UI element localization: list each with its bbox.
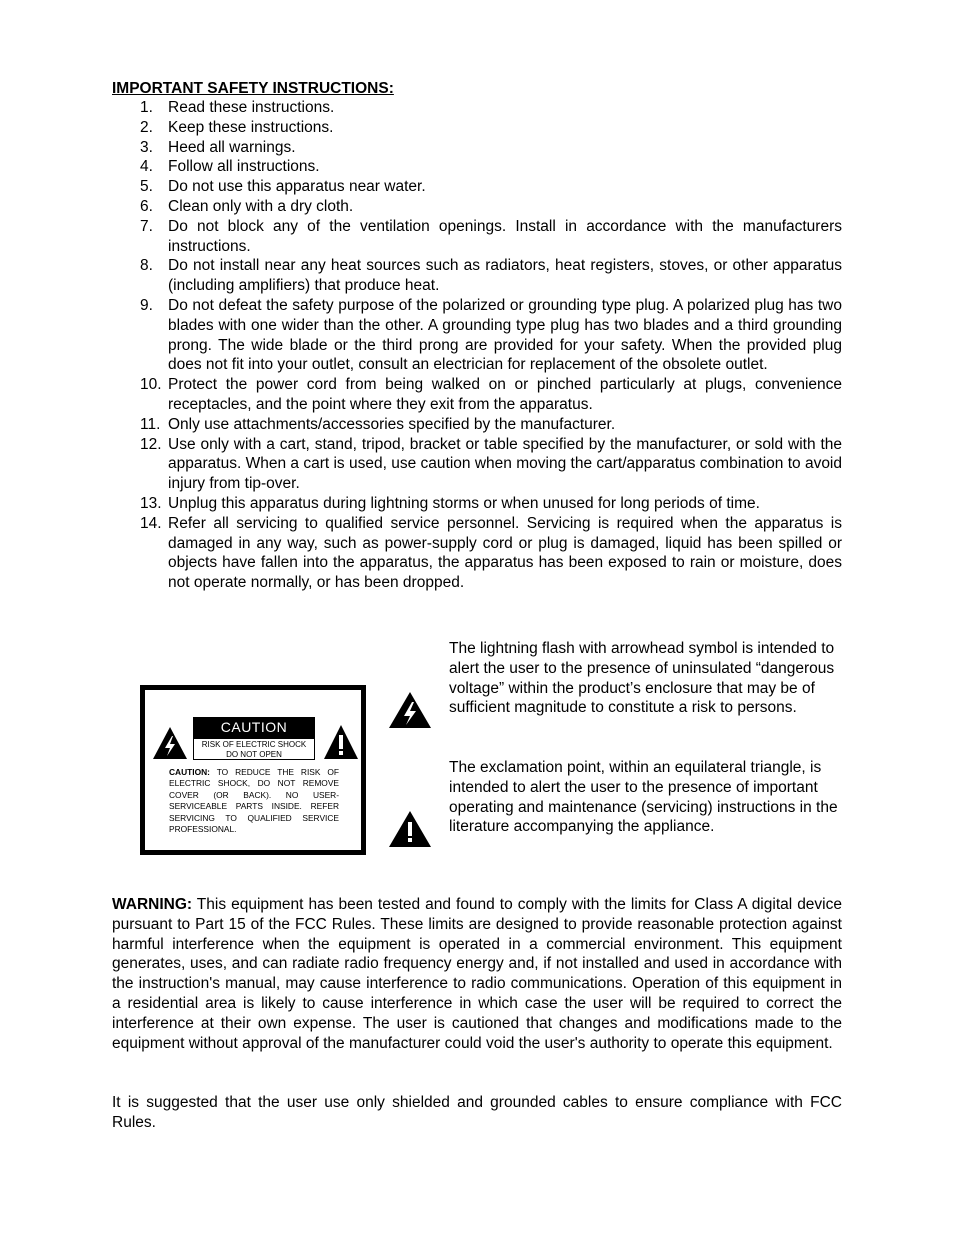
item-number: 12.	[140, 435, 162, 453]
item-number: 5.	[140, 178, 153, 196]
caution-body-text: TO REDUCE THE RISK OF ELECTRIC SHOCK, DO NOT REMOVE COVER (OR BACK). NO USER-SERVICEABLE PARTS INSIDE. REFER SERVICING TO QUALIFIED SERVICE PROFESSIONAL.	[169, 767, 339, 835]
item-number: 8.	[140, 257, 153, 275]
item-number: 13.	[140, 494, 162, 512]
item-number: 9.	[140, 296, 153, 314]
item-number: 14.	[140, 514, 162, 532]
item-number: 3.	[140, 138, 153, 156]
item-text: Heed all warnings.	[168, 138, 296, 156]
list-item	[112, 514, 842, 593]
item-text: Keep these instructions.	[168, 118, 334, 136]
list-item	[112, 138, 842, 158]
lightning-warning-icon	[152, 726, 188, 760]
item-text: Unplug this apparatus during lightning storms or when unused for long periods of time.	[168, 494, 760, 512]
item-text: Only use attachments/accessories specified by the manufacturer.	[168, 415, 616, 433]
item-text: Do not block any of the ventilation openings. Install in accordance with the manufacturers instructions.	[168, 217, 842, 255]
item-number: 4.	[140, 158, 153, 176]
cable-suggestion: It is suggested that the user use only shielded and grounded cables to ensure compliance with FCC Rules.	[112, 1094, 842, 1131]
lightning-description: The lightning flash with arrowhead symbol is intended to alert the user to the presence of uninsulated “dangerous voltage” within the product’s enclosure that may be of sufficient magnitude to constitute a risk to persons.	[449, 640, 835, 717]
list-item	[112, 177, 842, 197]
warning-text: This equipment has been tested and found to comply with the limits for Class A digital device pursuant to Part 15 of the FCC Rules. These limits are designed to provide reasonable protection against harmful interference when the equipment is operated in a commercial environment. This equipment generates, uses, and can radiate radio frequency energy and, if not installed and used in accordance with the instruction's manual, may cause interference to radio communications. Operation of this equipment in a residential area is likely to cause interference in which case the user will be required to correct the interference at their own expense. The user is cautioned that changes and modifications made to the equipment without approval of the manufacturer could void the user's authority to operate this equipment.	[112, 896, 842, 1052]
list-item	[112, 98, 842, 118]
item-text: Read these instructions.	[168, 99, 335, 116]
item-number: 7.	[140, 217, 153, 235]
exclamation-warning-icon	[323, 724, 359, 760]
caution-body-lead: CAUTION:	[169, 767, 210, 777]
fcc-warning	[112, 895, 842, 1053]
safety-heading: IMPORTANT SAFETY INSTRUCTIONS:	[112, 80, 394, 97]
caution-label	[140, 685, 366, 855]
item-text: Do not use this apparatus near water.	[168, 178, 426, 196]
list-item	[112, 494, 842, 514]
item-number: 11.	[140, 415, 161, 433]
item-number: 1.	[140, 99, 153, 116]
warning-label: WARNING:	[112, 896, 193, 913]
list-item	[112, 217, 842, 257]
list-item	[112, 415, 842, 435]
list-item	[112, 435, 842, 494]
item-text: Protect the power cord from being walked on or pinched particularly at plugs, convenience receptacles, and the point where they exit from the apparatus.	[168, 376, 842, 413]
list-item	[112, 157, 842, 177]
safety-instructions-list	[112, 98, 842, 593]
caution-subtitle-line1: RISK OF ELECTRIC SHOCK	[201, 740, 307, 749]
item-number: 10.	[140, 376, 162, 394]
caution-subtitle	[193, 738, 315, 760]
item-text: Do not defeat the safety purpose of the polarized or grounding type plug. A polarized plug has two blades with one wider than the other. A grounding type plug has two blades and a third grounding prong. The wide blade or the third prong are provided for your safety. When the provided plug does not fit into your outlet, consult an electrician for replacement of the obsolete outlet.	[168, 296, 842, 374]
item-text: Follow all instructions.	[168, 158, 320, 176]
item-number: 6.	[140, 197, 153, 215]
list-item	[112, 256, 842, 296]
item-text: Do not install near any heat sources such as radiators, heat registers, stoves, or other apparatus (including amplifiers) that produce heat.	[168, 257, 842, 295]
caution-subtitle-line2: DO NOT OPEN	[226, 750, 282, 759]
item-text: Refer all servicing to qualified service personnel. Servicing is required when the apparatus is damaged in any way, such as power-supply cord or plug is damaged, liquid has been spilled or objects have fallen into the apparatus, the apparatus has been exposed to rain or moisture, does not operate normally, or has been dropped.	[168, 514, 842, 592]
exclamation-point-icon	[388, 810, 432, 848]
item-number: 2.	[140, 118, 153, 136]
item-text: Clean only with a dry cloth.	[168, 197, 354, 215]
exclamation-description: The exclamation point, within an equilateral triangle, is intended to alert the user to the presence of important operating and maintenance (servicing) instructions in the literature accompanying the appliance.	[449, 759, 838, 836]
caution-title: CAUTION	[193, 717, 315, 738]
list-item	[112, 296, 842, 375]
list-item	[112, 197, 842, 217]
lightning-flash-icon	[388, 691, 432, 729]
list-item	[112, 375, 842, 415]
list-item	[112, 118, 842, 138]
item-text: Use only with a cart, stand, tripod, bracket or table specified by the manufacturer, or sold with the apparatus. When a cart is used, use caution when moving the cart/apparatus combination to avoid injury from tip-over.	[168, 435, 842, 493]
caution-body	[169, 767, 339, 835]
